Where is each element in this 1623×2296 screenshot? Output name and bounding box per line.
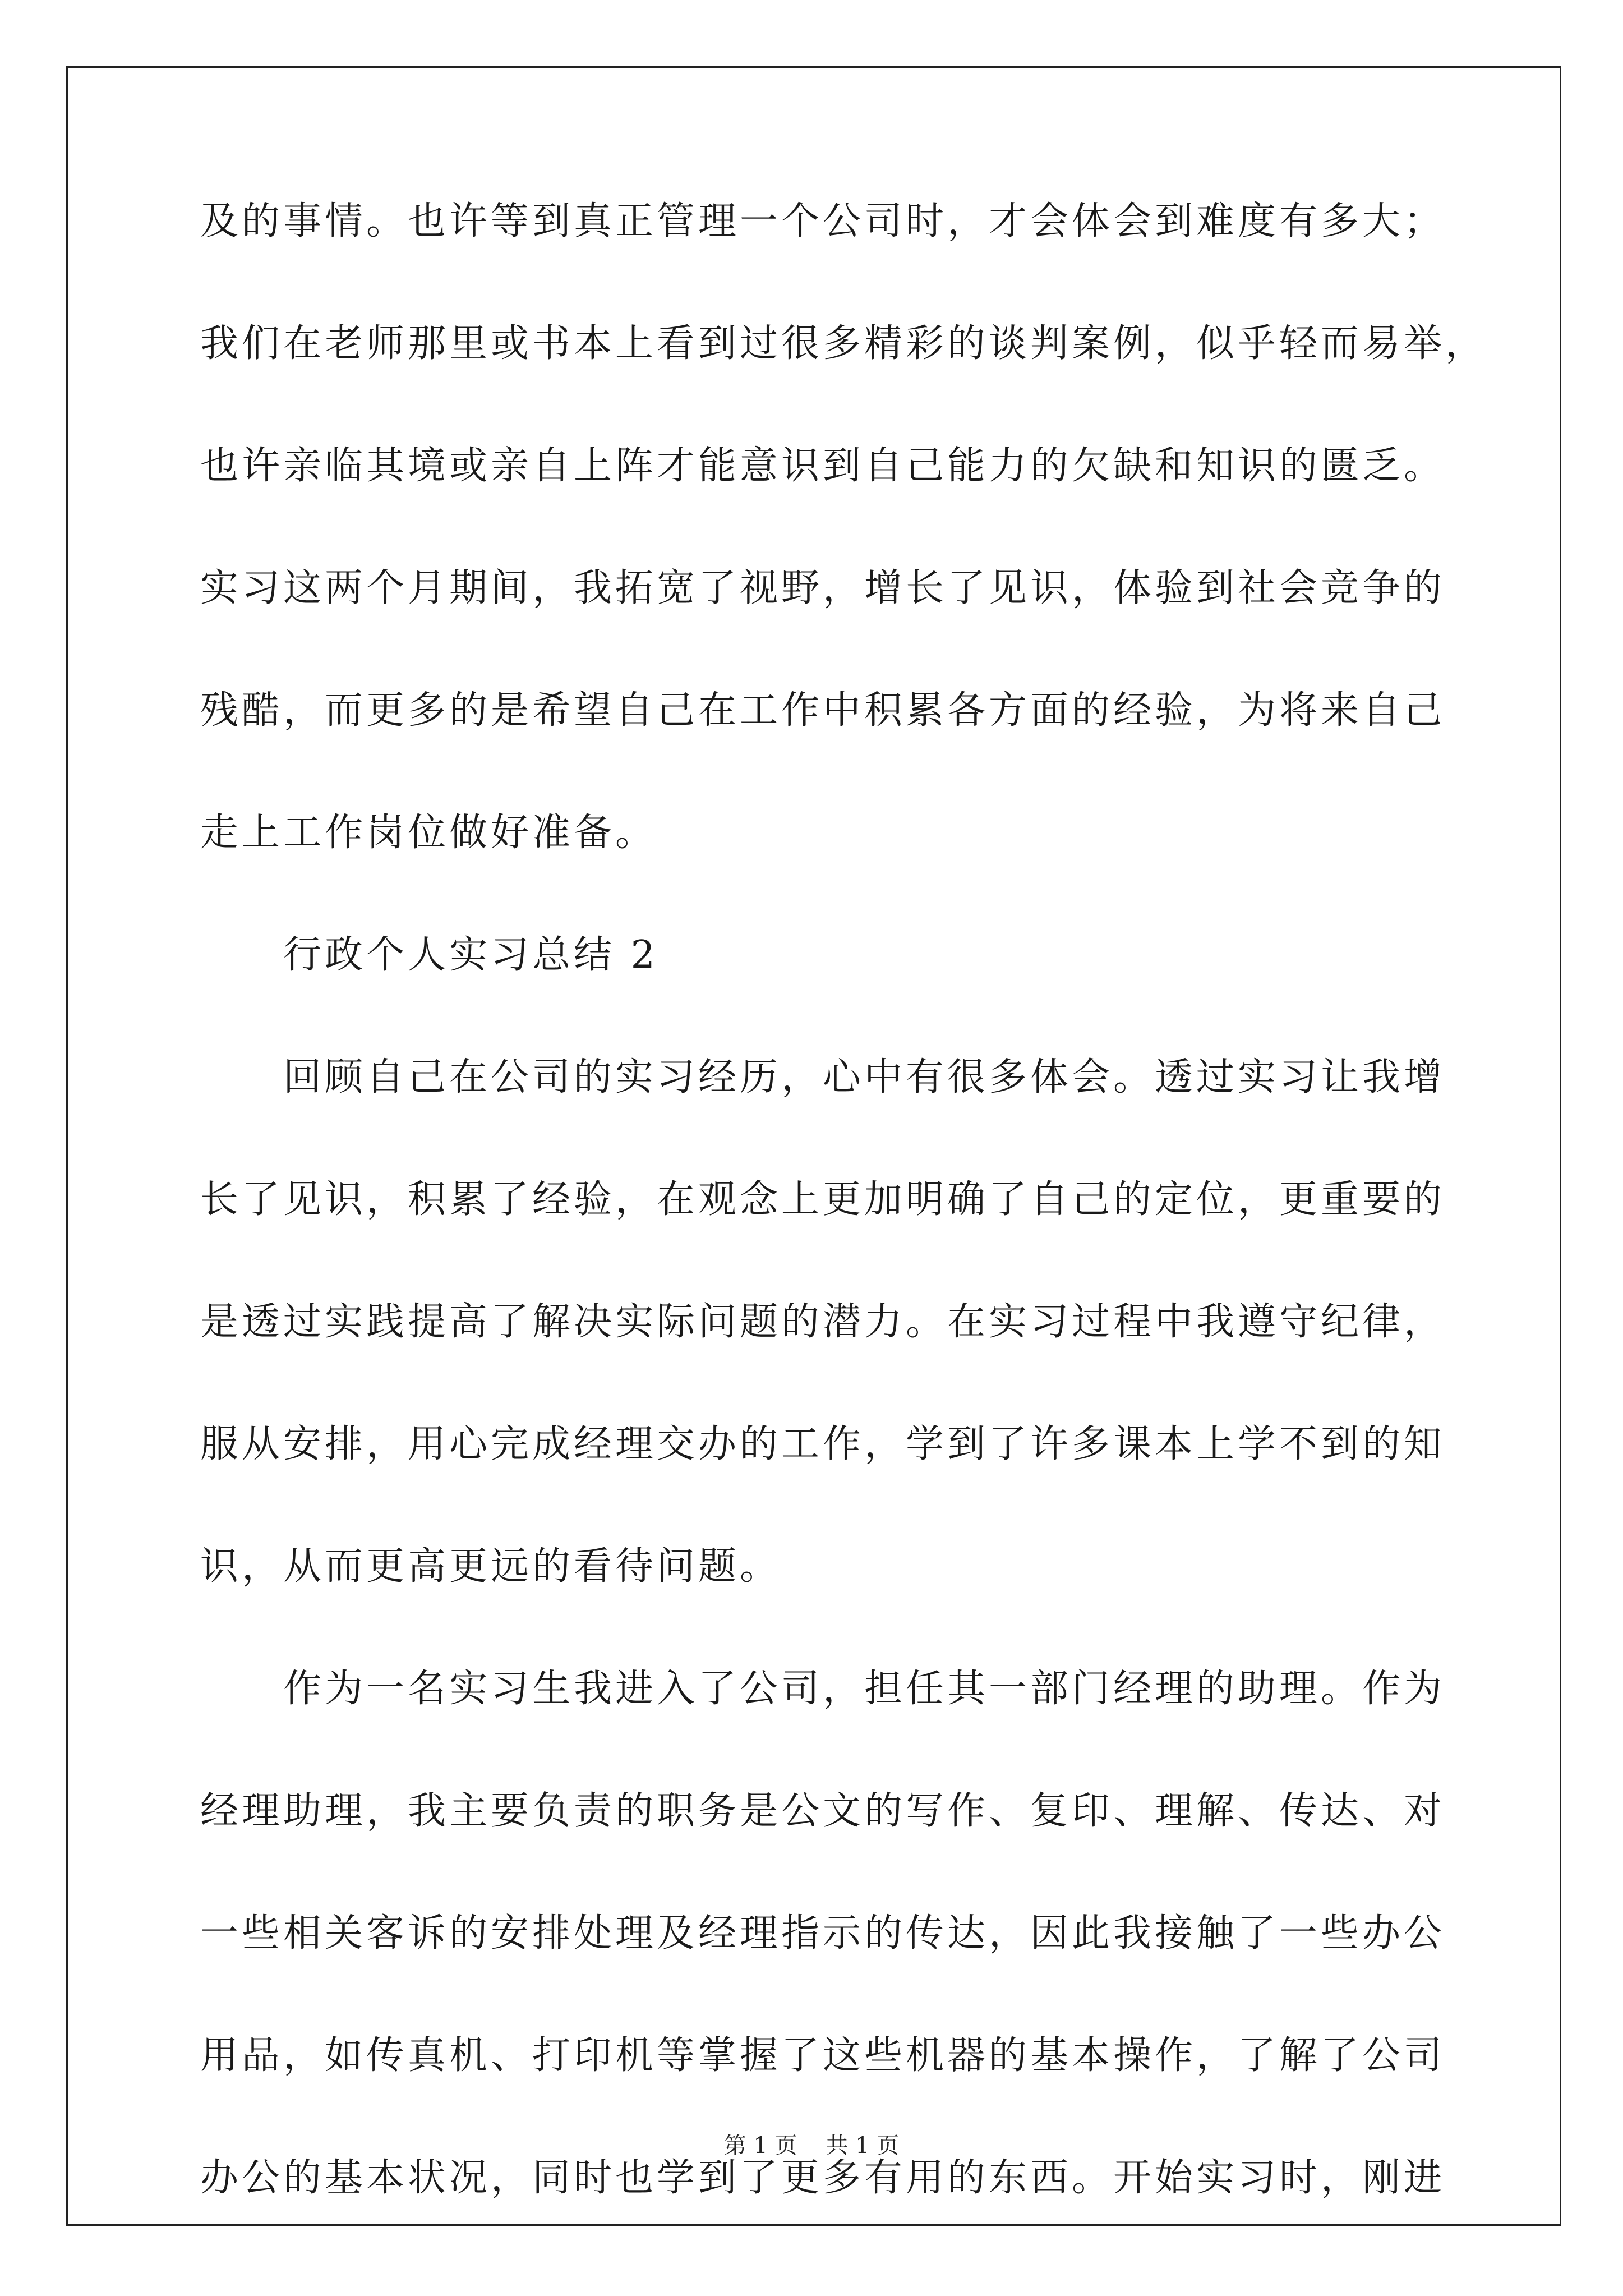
text-line: 长了见识，积累了经验，在观念上更加明确了自己的定位，更重要的 (200, 1177, 1446, 1222)
section-heading: 行政个人实习总结 2 (283, 933, 658, 977)
page-number-footer: 第 1 页 共 1 页 (723, 2133, 900, 2159)
text-line: 服从安排，用心完成经理交办的工作，学到了许多课本上学不到的知 (200, 1422, 1446, 1466)
text-line: 经理助理，我主要负责的职务是公文的写作、复印、理解、传达、对 (200, 1789, 1446, 1833)
text-line: 残酷，而更多的是希望自己在工作中积累各方面的经验，为将来自己 (200, 688, 1446, 733)
text-line: 也许亲临其境或亲自上阵才能意识到自己能力的欠缺和知识的匮乏。 (200, 444, 1446, 488)
text-line: 走上工作岗位做好准备。 (200, 811, 657, 855)
text-line: 实习这两个月期间，我拓宽了视野，增长了见识，体验到社会竞争的 (200, 566, 1446, 610)
text-line: 回顾自己在公司的实习经历，心中有很多体会。透过实习让我增 (283, 1055, 1446, 1099)
text-line: 办公的基本状况，同时也学到了更多有用的东西。开始实习时，刚进 (200, 2156, 1446, 2200)
text-line: 及的事情。也许等到真正管理一个公司时，才会体会到难度有多大； (200, 199, 1446, 243)
text-line: 是透过实践提高了解决实际问题的潜力。在实习过程中我遵守纪律， (200, 1300, 1446, 1344)
page-border (66, 66, 1561, 2226)
text-line: 识，从而更高更远的看待问题。 (200, 1544, 782, 1589)
text-line: 一些相关客诉的安排处理及经理指示的传达，因此我接触了一些办公 (200, 1911, 1446, 1955)
text-line: 作为一名实习生我进入了公司，担任其一部门经理的助理。作为 (283, 1667, 1446, 1711)
text-line: 我们在老师那里或书本上看到过很多精彩的谈判案例，似乎轻而易举， (200, 321, 1487, 366)
text-line: 用品，如传真机、打印机等掌握了这些机器的基本操作，了解了公司 (200, 2033, 1446, 2078)
